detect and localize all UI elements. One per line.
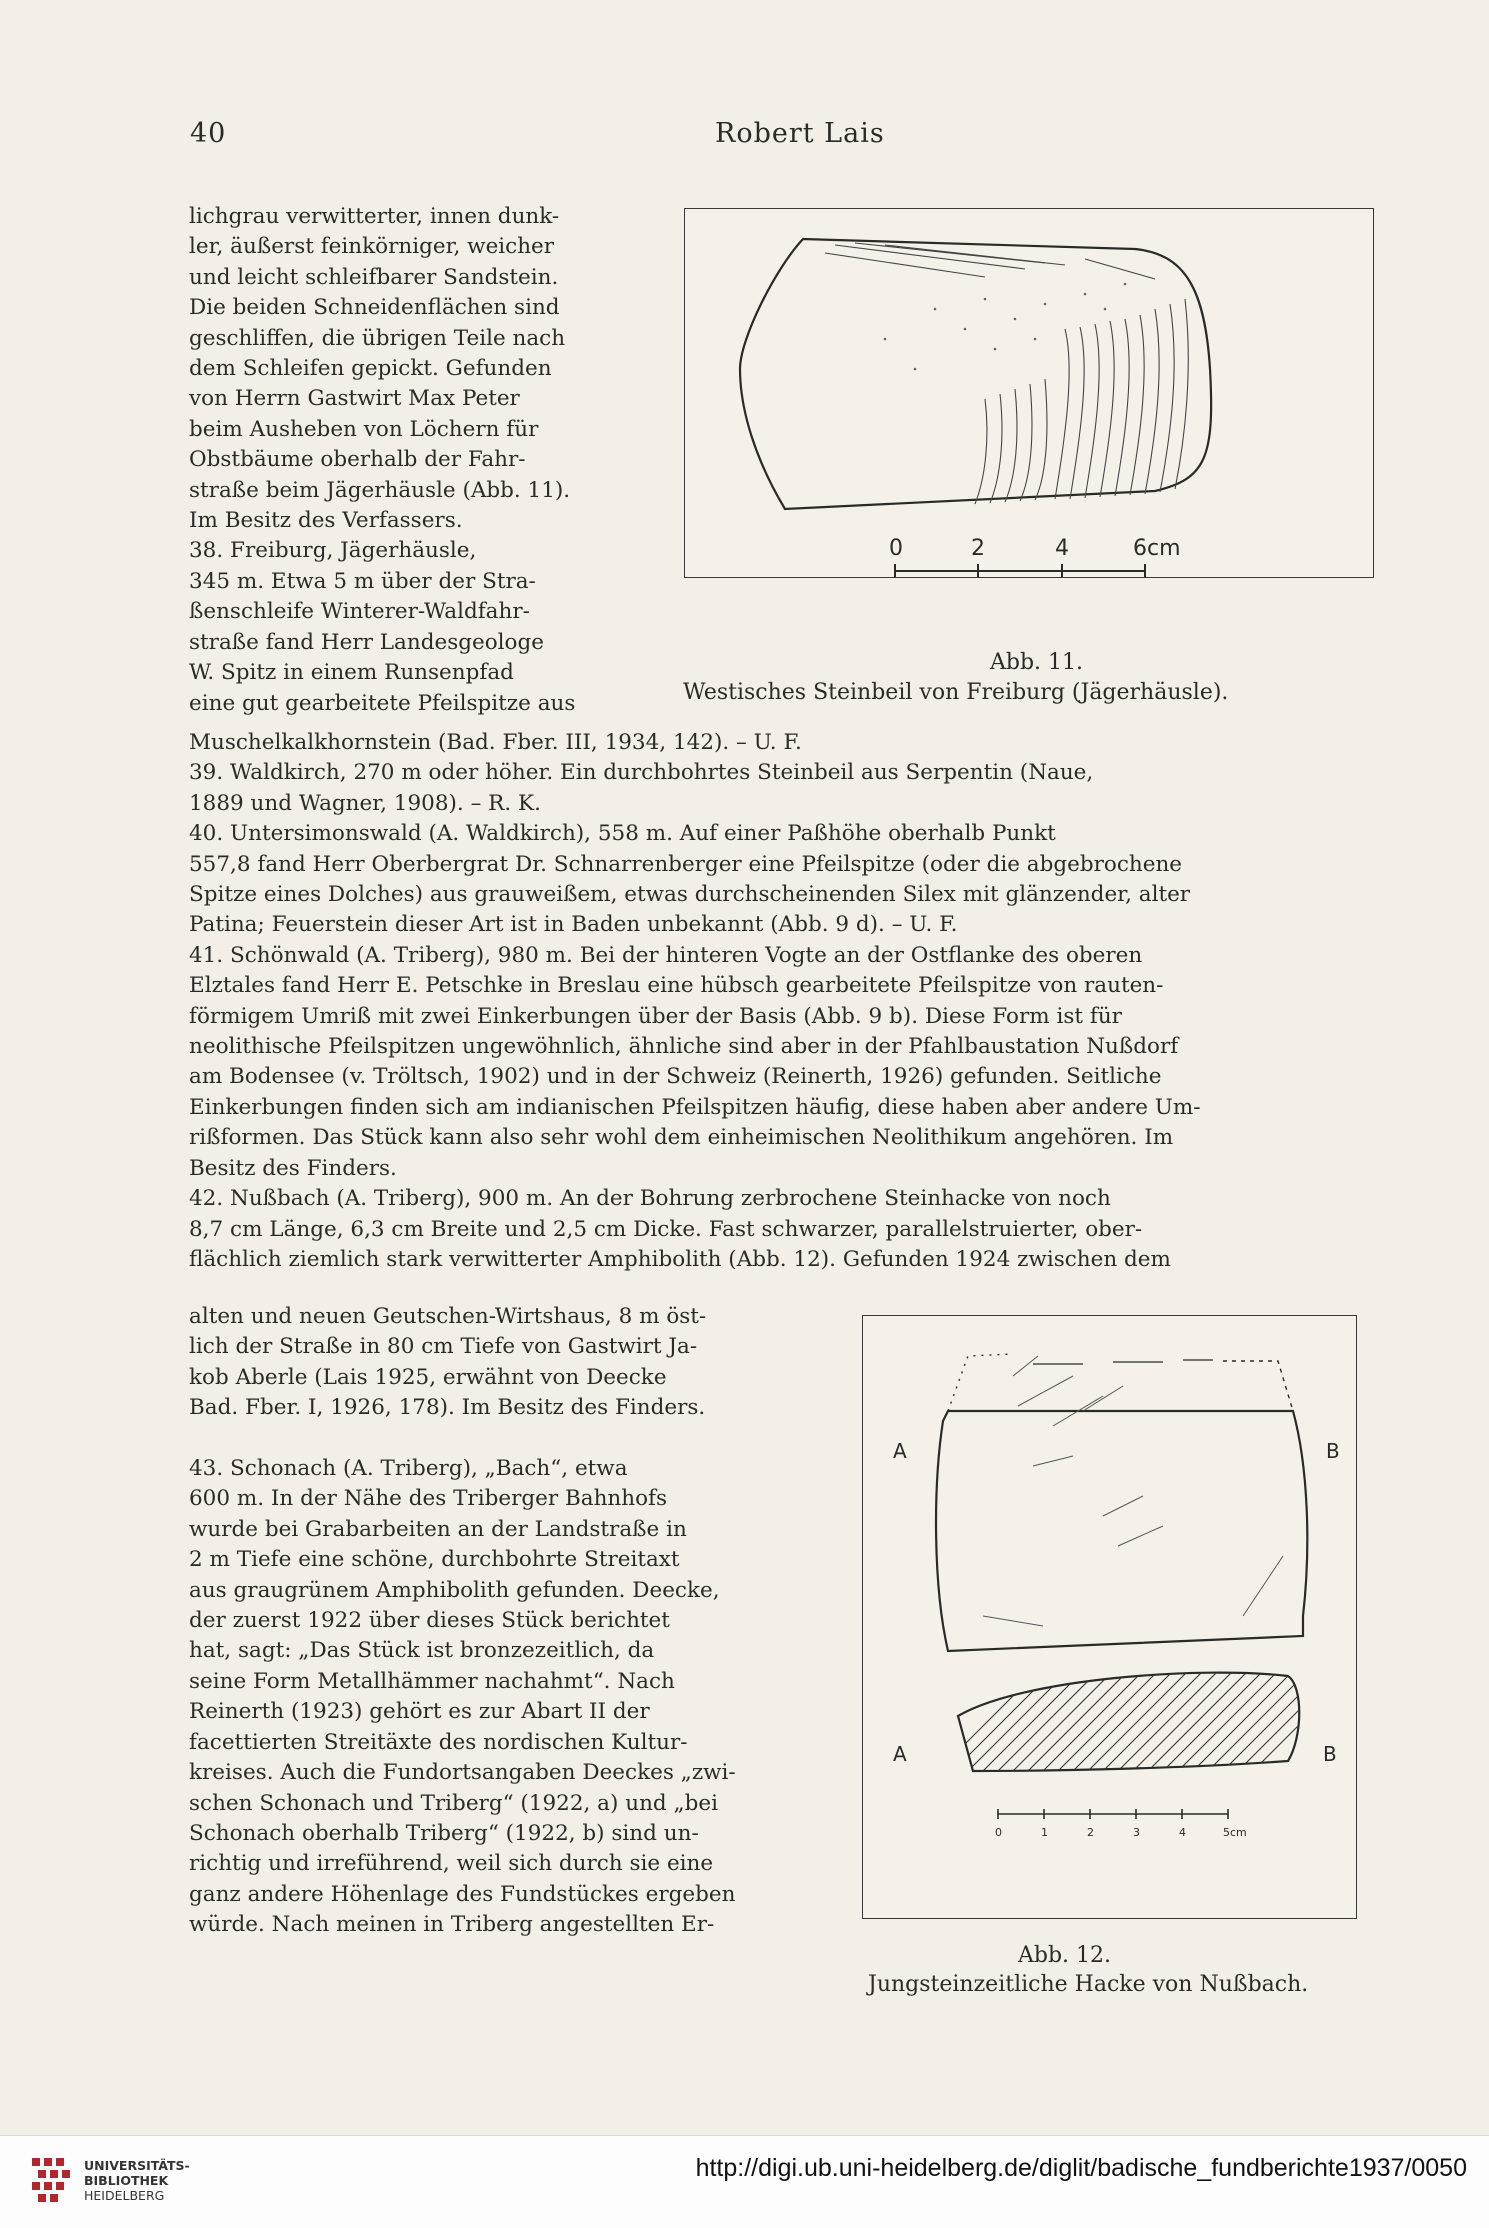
intro-line: ßenschleife Winterer-Waldfahr- (189, 599, 530, 625)
left-column-line: Bad. Fber. I, 1926, 178). Im Besitz des Finders. (189, 1395, 706, 1421)
figure-11-drawing (685, 209, 1373, 577)
left-column-line: 600 m. In der Nähe des Triberger Bahnhofs (189, 1486, 668, 1512)
left-column-line: Schonach oberhalb Triberg“ (1922, b) sind un- (189, 1820, 699, 1846)
intro-line: ler, äußerst feinkörniger, weicher (189, 234, 555, 260)
body-line: rißformen. Das Stück kann also sehr wohl dem einheimischen Neolithikum angehören. Im (189, 1125, 1174, 1151)
body-line: Elztales fand Herr E. Petschke in Breslau eine hübsch gearbeitete Pfeilspitze von rauten- (189, 973, 1164, 999)
left-column-line: 43. Schonach (A. Triberg), „Bach“, etwa (189, 1456, 628, 1482)
svg-text:2: 2 (1087, 1826, 1094, 1839)
body-line: förmigem Umriß mit zwei Einkerbungen über der Basis (Abb. 9 b). Diese Form ist für (189, 1003, 1122, 1029)
intro-line: geschliffen, die übrigen Teile nach (189, 325, 566, 351)
label-a-top: A (893, 1439, 907, 1463)
left-column-line: 2 m Tiefe eine schöne, durchbohrte Streitaxt (189, 1547, 680, 1573)
intro-line: lichgrau verwitterter, innen dunk- (189, 204, 560, 229)
digitization-footer (0, 2135, 1489, 2228)
left-column-line: wurde bei Grabarbeiten an der Landstraße in (189, 1516, 687, 1542)
intro-line: 345 m. Etwa 5 m über der Stra- (189, 568, 536, 594)
left-column-line: hat, sagt: „Das Stück ist bronzezeitlich, da (189, 1638, 655, 1664)
intro-line: und leicht schleifbarer Sandstein. (189, 264, 559, 290)
svg-text:0: 0 (995, 1826, 1002, 1839)
body-line: 39. Waldkirch, 270 m oder höher. Ein durchbohrtes Steinbeil aus Serpentin (Naue, (189, 760, 1094, 786)
figure-12-frame (862, 1315, 1357, 1919)
left-column-line: seine Form Metallhämmer nachahmt“. Nach (189, 1668, 675, 1694)
body-line: 557,8 fand Herr Oberbergrat Dr. Schnarrenberger eine Pfeilspitze (oder die abgebrochene (189, 851, 1183, 877)
figure-11-number: Abb. 11. (990, 650, 1084, 675)
intro-line: straße beim Jägerhäusle (Abb. 11). (189, 477, 571, 503)
scale-label-4: 4 (1055, 536, 1069, 561)
scale-label-2: 2 (971, 536, 985, 561)
figure-12-number: Abb. 12. (1018, 1943, 1112, 1968)
body-line: 41. Schönwald (A. Triberg), 980 m. Bei der hinteren Vogte an der Ostflanke des oberen (189, 942, 1143, 968)
left-column-line: schen Schonach und Triberg“ (1922, a) und „bei (189, 1790, 719, 1816)
svg-text:1: 1 (1041, 1826, 1048, 1839)
hoe-top-view (936, 1354, 1307, 1651)
full-width-text (189, 728, 1369, 1275)
left-column-line: der zuerst 1922 über dieses Stück berichtet (189, 1608, 670, 1634)
intro-line: dem Schleifen gepickt. Gefunden (189, 356, 552, 382)
left-column-line (189, 1424, 834, 1454)
intro-line: eine gut gearbeitete Pfeilspitze aus (189, 690, 576, 716)
figure-12-scale-bar (998, 1809, 1228, 1819)
figure-11-frame (684, 208, 1374, 578)
svg-text:3: 3 (1133, 1826, 1140, 1839)
intro-line: Die beiden Schneidenflächen sind (189, 295, 560, 321)
body-line: 8,7 cm Länge, 6,3 cm Breite und 2,5 cm Dicke. Fast schwarzer, parallelstruierter, ober- (189, 1216, 1143, 1242)
body-line: Muschelkalkhornstein (Bad. Fber. III, 1934, 142). – U. F. (189, 730, 802, 755)
left-column-line: aus graugrünem Amphibolith gefunden. Deecke, (189, 1577, 720, 1603)
body-line: 40. Untersimonswald (A. Waldkirch), 558 m. Auf einer Paßhöhe oberhalb Punkt (189, 821, 1056, 847)
left-column-text (189, 1302, 834, 1941)
left-column-line: kreises. Auch die Fundortsangaben Deeckes „zwi- (189, 1760, 736, 1786)
left-column-line: würde. Nach meinen in Triberg angestellten Er- (189, 1912, 715, 1938)
left-column-line: richtig und irreführend, weil sich durch sie eine (189, 1851, 714, 1877)
body-line: neolithische Pfeilspitzen ungewöhnlich, ähnliche sind aber in der Pfahlbaustation Nußdorf (189, 1034, 1179, 1060)
left-column-line: lich der Straße in 80 cm Tiefe von Gastwirt Ja- (189, 1334, 698, 1360)
left-column-line: alten und neuen Geutschen-Wirtshaus, 8 m öst- (189, 1304, 707, 1329)
figure-12-drawing (863, 1316, 1356, 1918)
left-column-line: facettierten Streitäxte des nordischen Kultur- (189, 1729, 688, 1755)
running-title: Robert Lais (715, 118, 885, 149)
university-library-logo (30, 2156, 74, 2208)
label-a-bottom: A (893, 1742, 907, 1766)
intro-column (189, 202, 679, 719)
figure-11-scale-bar (895, 564, 1145, 577)
body-line: 1889 und Wagner, 1908). – R. K. (189, 790, 541, 816)
body-line: Spitze eines Dolches) aus grauweißem, etwas durchscheinenden Silex mit glänzender, alter (189, 882, 1191, 908)
svg-text:5cm: 5cm (1223, 1826, 1247, 1839)
intro-line: beim Ausheben von Löchern für (189, 416, 539, 442)
left-column-line: Reinerth (1923) gehört es zur Abart II der (189, 1699, 650, 1725)
hoe-side-view (923, 1646, 1356, 1786)
body-line: flächlich ziemlich stark verwitterter Amphibolith (Abb. 12). Gefunden 1924 zwischen dem (189, 1246, 1171, 1272)
intro-line: 38. Freiburg, Jägerhäusle, (189, 538, 477, 564)
body-line: am Bodensee (v. Tröltsch, 1902) und in der Schweiz (Reinerth, 1926) gefunden. Seitliche (189, 1064, 1162, 1090)
figure-12-caption: Jungsteinzeitliche Hacke von Nußbach. (868, 1972, 1309, 1997)
left-column-line: ganz andere Höhenlage des Fundstückes ergeben (189, 1881, 736, 1907)
figure-11-caption: Westisches Steinbeil von Freiburg (Jägerhäusle). (683, 680, 1229, 705)
label-b-bottom: B (1323, 1742, 1337, 1766)
body-line: Patina; Feuerstein dieser Art ist in Baden unbekannt (Abb. 9 d). – U. F. (189, 912, 958, 938)
page-number: 40 (190, 118, 227, 149)
svg-text:4: 4 (1179, 1826, 1186, 1839)
source-url-link[interactable]: http://digi.ub.uni-heidelberg.de/diglit/badische_fundberichte1937/0050 (695, 2154, 1467, 2182)
body-line: Einkerbungen finden sich am indianischen Pfeilspitzen häufig, diese haben aber andere Um- (189, 1094, 1201, 1120)
label-b-top: B (1326, 1439, 1340, 1463)
body-line: Besitz des Finders. (189, 1155, 397, 1181)
library-name: UNIVERSITÄTS- BIBLIOTHEK HEIDELBERG (84, 2158, 190, 2203)
intro-line: Im Besitz des Verfassers. (189, 508, 463, 534)
intro-line: von Herrn Gastwirt Max Peter (189, 386, 520, 412)
intro-line: W. Spitz in einem Runsenpfad (189, 660, 514, 686)
body-line: 42. Nußbach (A. Triberg), 900 m. An der Bohrung zerbrochene Steinhacke von noch (189, 1186, 1111, 1212)
intro-line: Obstbäume oberhalb der Fahr- (189, 447, 526, 473)
scale-label-6: 6cm (1133, 536, 1181, 561)
intro-line: straße fand Herr Landesgeologe (189, 629, 544, 655)
stone-axe-illustration (740, 239, 1211, 509)
scale-label-0: 0 (889, 536, 903, 561)
left-column-line: kob Aberle (Lais 1925, erwähnt von Deecke (189, 1364, 667, 1390)
